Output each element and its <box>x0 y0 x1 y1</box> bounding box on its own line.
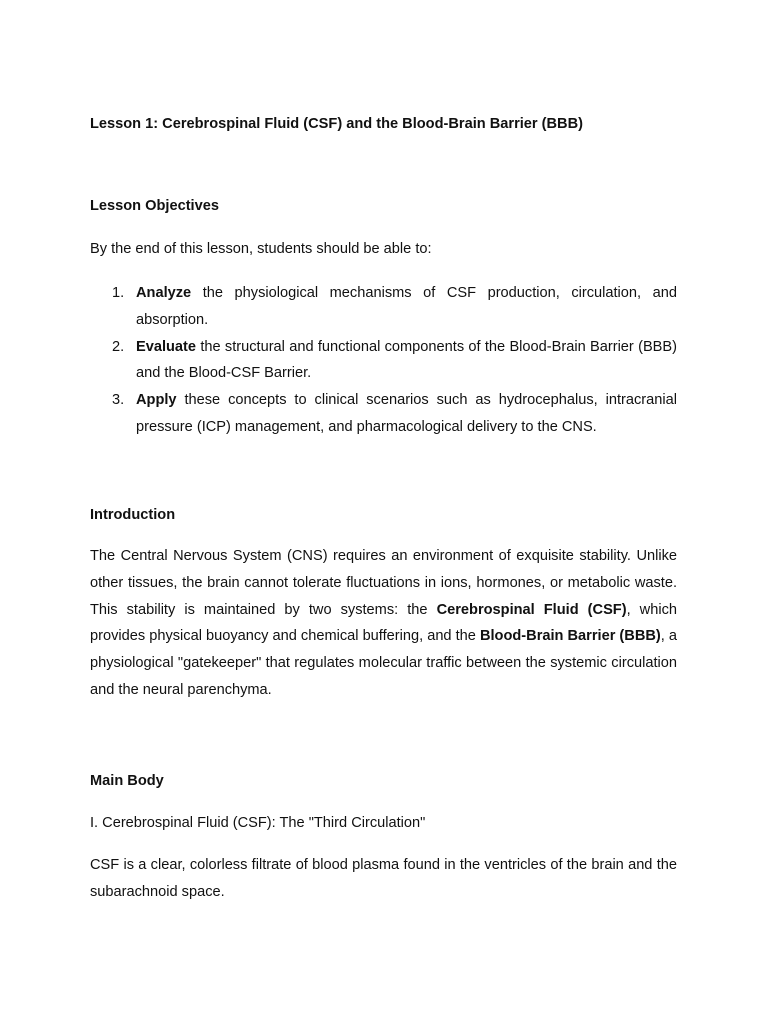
objective-item <box>90 280 677 334</box>
lesson-title: Lesson 1: Cerebrospinal Fluid (CSF) and the Blood-Brain Barrier (BBB) <box>90 116 583 132</box>
objective-number: 3. <box>112 392 125 409</box>
objectives-heading: Lesson Objectives <box>90 198 219 214</box>
objective-text: these concepts to clinical scenarios such as hydrocephalus, intracranial pressure (ICP) management, and pharmacological delivery to the CNS. <box>136 392 677 435</box>
introduction-paragraph <box>90 543 677 704</box>
objectives-intro: By the end of this lesson, students should be able to: <box>90 241 432 257</box>
introduction-text: , a physiological "gatekeeper" that regulates molecular traffic between the systemic circulation and the neural parenchyma. <box>90 628 677 698</box>
objective-verb: Apply <box>136 392 177 409</box>
main-body-heading: Main Body <box>90 773 164 789</box>
objective-number: 1. <box>112 285 125 301</box>
objective-text: the physiological mechanisms of CSF production, circulation, and absorption. <box>136 285 677 328</box>
objective-item <box>90 387 677 441</box>
objectives-list <box>90 280 677 441</box>
introduction-text: The Central Nervous System (CNS) requires an environment of exquisite stability. Unlike other tissues, the brain cannot tolerate fluctuations in ions, hormones, or metabolic waste. This stability is maintained by two systems: the <box>90 548 677 618</box>
introduction-text: , which provides physical buoyancy and chemical buffering, and the <box>90 601 677 645</box>
csf-definition-paragraph: CSF is a clear, colorless filtrate of blood plasma found in the ventricles of the brain and the subarachnoid space. <box>90 857 677 900</box>
objective-number: 2. <box>112 338 125 355</box>
objective-verb: Evaluate <box>136 338 197 355</box>
introduction-heading: Introduction <box>90 507 176 523</box>
section-title-csf: I. Cerebrospinal Fluid (CSF): The "Third Circulation" <box>90 815 426 831</box>
bbb-term: Blood-Brain Barrier (BBB) <box>479 628 661 645</box>
objective-text: the structural and functional components of the Blood-Brain Barrier (BBB) and the Blood-CSF Barrier. <box>136 338 677 382</box>
csf-term: Cerebrospinal Fluid (CSF) <box>436 601 627 618</box>
objective-item <box>90 334 677 388</box>
objective-verb: Analyze <box>136 285 192 301</box>
